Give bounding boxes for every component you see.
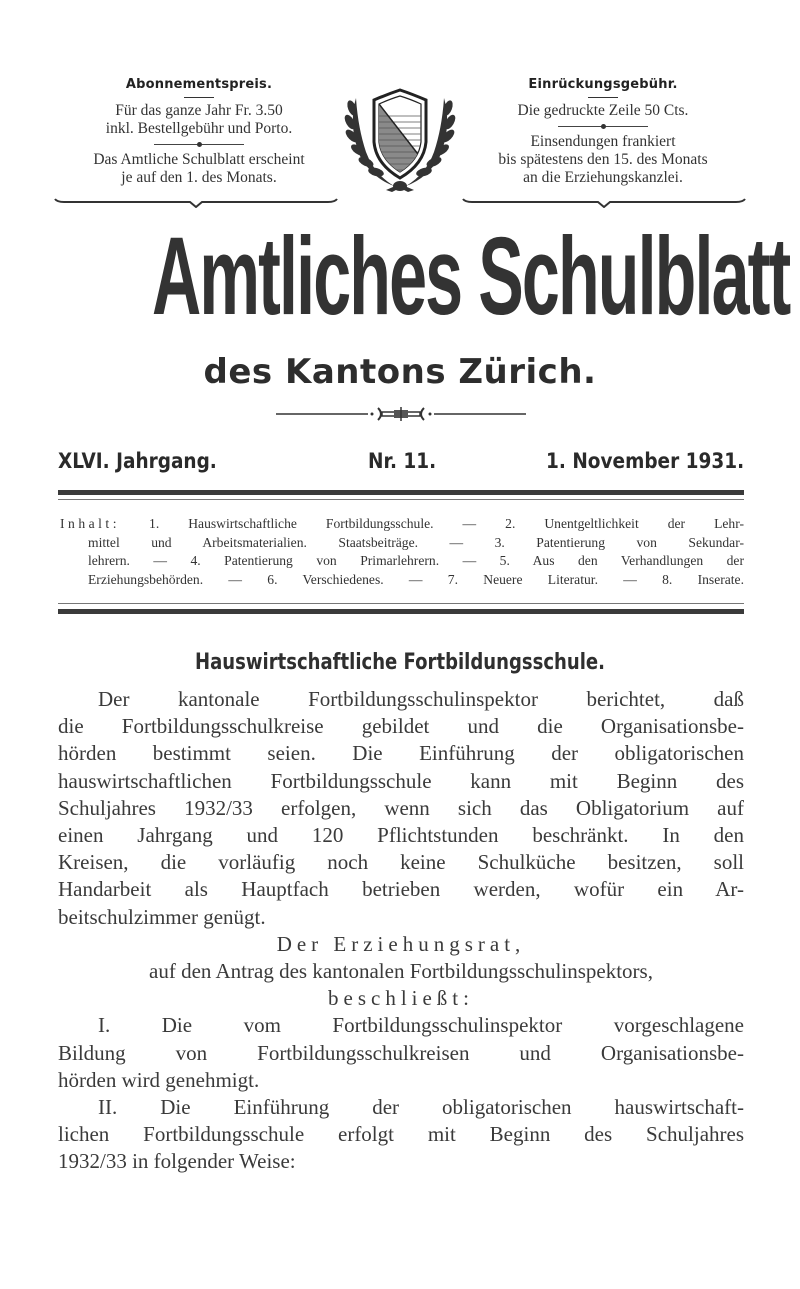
insertion-fee-heading: Einrückungsgebühr. (528, 77, 678, 92)
thin-rule (58, 603, 744, 604)
resolution-line: I. Die vom Fortbildungsschulinspektor vorgeschlagene (98, 1013, 744, 1038)
contents-line: mittel und Arbeitsmaterialien. Staatsbeiträge. — 3. Patentierung von Sekundar- (88, 534, 744, 550)
body-line: Handarbeit als Hauptfach betrieben werden, wofür ein Ar- (58, 877, 744, 902)
subscription-heading: Abonnementspreis. (125, 77, 273, 92)
body-line: beitschulzimmer genügt. (58, 904, 266, 929)
body-line: Der kantonale Fortbildungsschulinspektor berichtet, daß (98, 687, 744, 711)
brace-divider-right (462, 198, 746, 208)
table-of-contents (60, 515, 744, 589)
newspaper-title: Amtliches Schulblatt (152, 215, 790, 338)
short-rule (184, 97, 214, 98)
resolution-line: II. Die Einführung der obligatorischen hauswirtschaft- (98, 1095, 744, 1120)
body-line: hörden bestimmt seien. Die Einführung der obligatorischen (58, 741, 744, 766)
body-line: Schuljahres 1932/33 erfolgen, wenn sich das Obligatorium auf (58, 795, 744, 820)
resolution-line: hörden wird genehmigt. (58, 1067, 260, 1092)
issue-number: Nr. 11. (368, 449, 437, 473)
insertion-fee-line: bis spätestens den 15. des Monats (498, 151, 708, 168)
subscription-line: Das Amtliche Schulblatt erscheint (93, 151, 305, 168)
body-line: Kreisen, die vorläufig noch keine Schulküche besitzen, soll (58, 850, 744, 875)
resolution-line: 1932/33 in folgender Weise: (58, 1149, 296, 1174)
brace-divider-left (54, 198, 338, 208)
thick-rule (58, 490, 744, 495)
subscription-line: Für das ganze Jahr Fr. 3.50 (115, 102, 283, 119)
subscription-line: inkl. Bestellgebühr und Porto. (105, 120, 293, 137)
thick-rule (58, 609, 744, 614)
insertion-fee-line: an die Erziehungskanzlei. (523, 169, 683, 186)
thin-rule (58, 499, 744, 500)
resolves-line: beschließt: (328, 986, 474, 1011)
short-rule (588, 97, 618, 98)
subscription-info (54, 76, 344, 187)
contents-line: lehrern. — 4. Patentierung von Primarlehrern. — 5. Aus den Verhandlungen der (88, 553, 744, 568)
ornament-divider-icon (276, 406, 526, 422)
issue-date: 1. November 1931. (545, 449, 744, 473)
contents-line: Erziehungsbehörden. — 6. Verschiedenes. — 7. Neuere Literatur. — 8. Inserate. (88, 571, 744, 587)
dotted-divider (558, 126, 648, 127)
authority-line: Der Erziehungsrat, (276, 931, 526, 956)
insertion-fee-info (458, 76, 748, 187)
contents-line: 1. Hauswirtschaftliche Fortbildungsschule. — 2. Unentgeltlichkeit der Lehr- (149, 516, 744, 531)
resolution-line: Bildung von Fortbildungsschulkreisen und Organisationsbe- (58, 1040, 744, 1065)
contents-label: Inhalt: (60, 516, 120, 531)
body-line: die Fortbildungsschulkreise gebildet und die Organisationsbe- (58, 714, 744, 739)
subscription-line: je auf den 1. des Monats. (121, 169, 277, 186)
body-line: hauswirtschaftlichen Fortbildungsschule kann mit Beginn des (58, 768, 744, 793)
motion-line: auf den Antrag des kantonalen Fortbildungsschulinspektors, (149, 959, 653, 984)
crest-icon (338, 86, 462, 194)
body-line: einen Jahrgang und 120 Pflichtstunden beschränkt. In den (58, 823, 744, 848)
insertion-fee-line: Die gedruckte Zeile 50 Cts. (517, 102, 689, 119)
dotted-divider (154, 144, 244, 145)
newspaper-subtitle: des Kantons Zürich. (203, 352, 597, 392)
volume-label: XLVI. Jahrgang. (58, 449, 217, 473)
resolution-line: lichen Fortbildungsschule erfolgt mit Beginn des Schuljahres (58, 1122, 744, 1147)
article-title: Hauswirtschaftliche Fortbildungsschule. (194, 650, 605, 675)
insertion-fee-line: Einsendungen frankiert (530, 133, 676, 150)
article-body (58, 686, 744, 1176)
